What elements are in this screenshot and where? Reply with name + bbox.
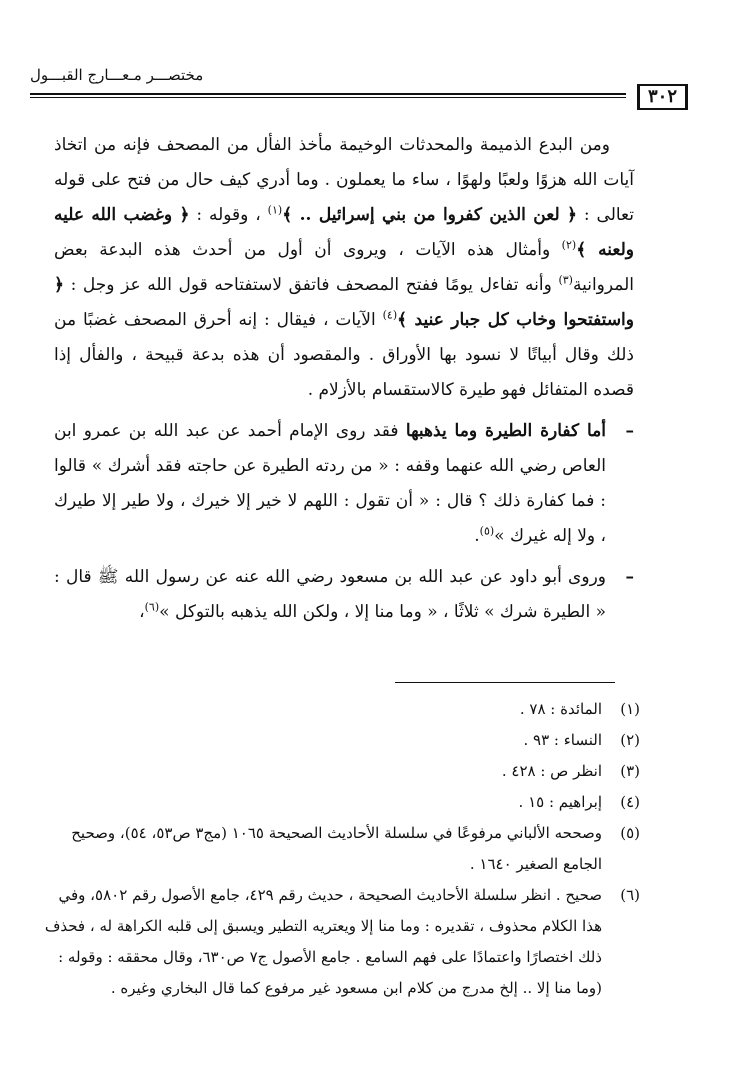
footnote-number: (٣) — [620, 762, 640, 780]
footnote-ref: (٣) — [558, 273, 573, 287]
footnote-text: صحيح . انظر سلسلة الأحاديث الصحيحة ، حديث رقم ٤٢٩، جامع الأصول رقم ٥٨٠٢، وفي هذا الكلام محذوف ، تقديره : وما منا إلا ويعتريه التطير ويسبق إلى قلبه الكراهة له ، فحذف ذلك اختصارًا واعتمادًا على فهم السامع . جامع الأصول ج٧ ص٦٣٠، وقال محققه : وقوله : (وما منا إلا .. إلخ مدرج من كلام ابن مسعود غير مرفوع كما قال البخاري وغيره . — [44, 886, 602, 997]
header-rule — [30, 93, 626, 98]
footnote-ref: (٦) — [144, 600, 160, 614]
footnote-text: المائدة : ٧٨ . — [519, 700, 602, 718]
running-header — [30, 66, 690, 106]
footnote-text: إبراهيم : ١٥ . — [518, 793, 602, 811]
footnote-number: (٤) — [620, 793, 640, 811]
footnote-ref: (١) — [267, 203, 283, 217]
footnote-number: (٢) — [620, 731, 640, 749]
footnote — [40, 787, 640, 818]
footnote-text: النساء : ٩٣ . — [523, 731, 602, 749]
text-run: وروى أبو داود عن عبد الله بن مسعود رضي الله عنه عن رسول الله ﷺ قال : « الطيرة شرك » ثلاثًا ، « وما منا إلا ، ولكن الله يذهبه بالتوكل » — [54, 567, 606, 622]
text-run: . — [474, 526, 480, 546]
bullet-dash: – — [625, 567, 634, 587]
footnote-text: انظر ص : ٤٢٨ . — [501, 762, 602, 780]
footnote-ref: (٥) — [479, 524, 495, 538]
section-heading: أما كفارة الطيرة وما يذهبها — [405, 421, 606, 441]
quran-verse: ﴿ واستفتحوا وخاب كل جبار عنيد ﴾ — [54, 275, 634, 330]
footnote-number: (٥) — [620, 824, 640, 842]
footnote — [40, 818, 640, 880]
text-run: وأمثال هذه الآيات ، ويروى أن أول من أحدث هذه البدعة بعض المروانية — [54, 240, 634, 295]
footnote — [40, 880, 640, 1004]
quran-verse: ﴿ لعن الذين كفروا من بني إسرائيل .. ﴾ — [282, 205, 577, 225]
book-title: مختصـــر مـعـــارج القبـــول — [30, 66, 204, 84]
footnotes — [40, 694, 640, 1004]
footnote — [40, 756, 640, 787]
bullet-dash: – — [625, 421, 634, 441]
footnote-number: (٦) — [620, 886, 640, 904]
bullet-paragraph — [54, 560, 634, 630]
text-run: ، وقوله : — [189, 205, 268, 225]
text-run: ومن البدع الذميمة والمحدثات الوخيمة مأخذ الفأل من المصحف فإنه من اتخاذ آيات الله هزوًا ولعبًا ولهوًا ، ساء ما يعملون . وما أدري كيف حال من فتح على قوله تعالى : — [54, 135, 634, 225]
paragraph — [54, 128, 634, 408]
footnote — [40, 694, 640, 725]
main-text — [54, 128, 634, 630]
footnote-text: وصححه الألباني مرفوعًا في سلسلة الأحاديث الصحيحة ١٠٦٥ (مج٣ ص٥٣، ٥٤)، وصحيح الجامع الصغير ١٦٤٠ . — [71, 824, 602, 873]
text-run: وأنه تفاءل يومًا ففتح المصحف فاتفق لاستفتاحه قول الله عز وجل : — [63, 275, 559, 295]
footnote-separator — [395, 682, 615, 683]
footnote-ref: (٢) — [561, 238, 577, 252]
quran-verse: ﴿ وغضب الله عليه ولعنه ﴾ — [54, 205, 635, 260]
footnote-ref: (٤) — [382, 308, 398, 322]
page-number: ٣٠٢ — [637, 84, 688, 110]
text-run: الآيات ، فيقال : إنه أحرق المصحف غضبًا من ذلك وقال أبياتًا لا نسود بها الأوراق . والمقصود أن هذه بدعة قبيحة ، والفأل إذا قصده المتفائل فهو طيرة كالاستقسام بالأزلام . — [54, 310, 634, 400]
bullet-paragraph — [54, 414, 634, 554]
text-run: فقد روى الإمام أحمد عن عبد الله بن عمرو ابن العاص رضي الله عنهما وقفه : « من ردته الطيرة عن حاجته فقد أشرك » قالوا : فما كفارة ذلك ؟ قال : « أن تقول : اللهم لا خير إلا خيرك ، ولا طير إلا طيرك ، ولا إله غيرك » — [54, 421, 606, 546]
footnote-number: (١) — [620, 700, 640, 718]
text-run: ، — [139, 602, 145, 622]
footnote — [40, 725, 640, 756]
